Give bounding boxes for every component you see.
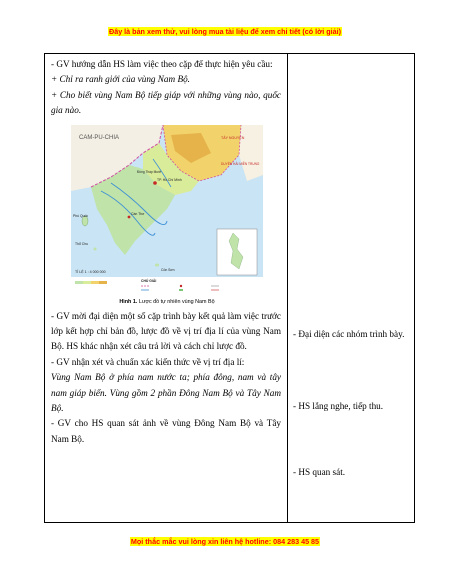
activity-text: - GV cho HS quan sát ảnh về vùng Đông Nam Bộ và Tây Nam Bộ. — [51, 418, 281, 444]
country-label: CAM-PU-CHIA — [79, 134, 119, 141]
place-label: Cần Thơ — [131, 211, 145, 216]
place-label: Thổ Chu — [75, 241, 89, 246]
hotline-banner-text: Mọi thắc mắc vui lòng xin liên hệ hotline: 084 283 45 85 — [130, 537, 320, 546]
conclusion-text: Vùng Nam Bộ ở phía nam nước ta; phía đông, nam và tây nam giáp biển. Vùng gồm 2 phần Đông Nam Bộ và Tây Nam Bộ. — [51, 372, 281, 414]
region-label: TÂY NGUYÊN — [221, 135, 245, 140]
activity-text: - GV nhận xét và chuẩn xác kiến thức về vị trí địa lí: — [51, 356, 245, 367]
place-label: Đồng Tháp Mười — [137, 169, 162, 174]
hotline-banner — [0, 537, 450, 546]
island-con-son — [155, 263, 159, 266]
region-label: DUYÊN HẢI MIỀN TRUNG — [221, 161, 260, 166]
caption-label: Hình 1. — [119, 298, 138, 305]
preview-banner-text: Đây là bản xem thử, vui lòng mua tài liệu để xem chi tiết (có lời giải) — [109, 27, 341, 36]
student-activity-3: - HS quan sát. — [293, 467, 346, 477]
legend-swatch — [179, 289, 183, 291]
instruction-text: - GV hướng dẫn HS làm việc theo cặp để thực hiện yêu cầu: — [51, 59, 273, 69]
column-divider — [287, 54, 288, 522]
map-figure — [71, 125, 263, 306]
caption-text: Lược đồ tự nhiên vùng Nam Bộ — [137, 298, 215, 305]
place-label: TP. Hồ Chí Minh — [157, 177, 182, 182]
activity-text: - GV mời đại diện một số cặp trình bày kết quả làm việc trước lớp kết hợp chỉ bản đồ, lược đồ về vị trí địa lí của vùng Nam Bộ. HS khác nhận xét câu trả lời và cách chỉ lược đồ. — [51, 310, 281, 352]
preview-banner — [0, 27, 450, 36]
legend-title: CHÚ GIẢI — [141, 278, 157, 283]
map-caption — [71, 298, 263, 306]
task-item-2: + Cho biết vùng Nam Bộ tiếp giáp với những vùng nào, quốc gia nào. — [51, 89, 281, 116]
teacher-activity-column — [51, 57, 281, 447]
student-activity-1: - Đại diện các nhóm trình bày. — [293, 329, 405, 339]
legend-swatch — [99, 281, 107, 284]
task-item-1: + Chỉ ra ranh giới của vùng Nam Bộ. — [51, 74, 190, 85]
southern-region-map — [71, 125, 263, 295]
island-tho-chu — [94, 247, 97, 250]
legend-city-marker — [180, 284, 182, 286]
legend-swatch — [83, 281, 91, 284]
legend-box — [71, 277, 263, 295]
city-marker — [128, 215, 131, 218]
legend-swatch — [91, 281, 99, 284]
legend-swatch — [75, 281, 83, 284]
place-label: Côn Sơn — [161, 267, 175, 272]
lesson-table — [44, 53, 415, 523]
scale-label: TỈ LỆ 1 : 4 000 000 — [75, 269, 106, 274]
student-activity-2: - HS lắng nghe, tiếp thu. — [293, 401, 384, 411]
place-label: Phú Quốc — [73, 213, 89, 218]
